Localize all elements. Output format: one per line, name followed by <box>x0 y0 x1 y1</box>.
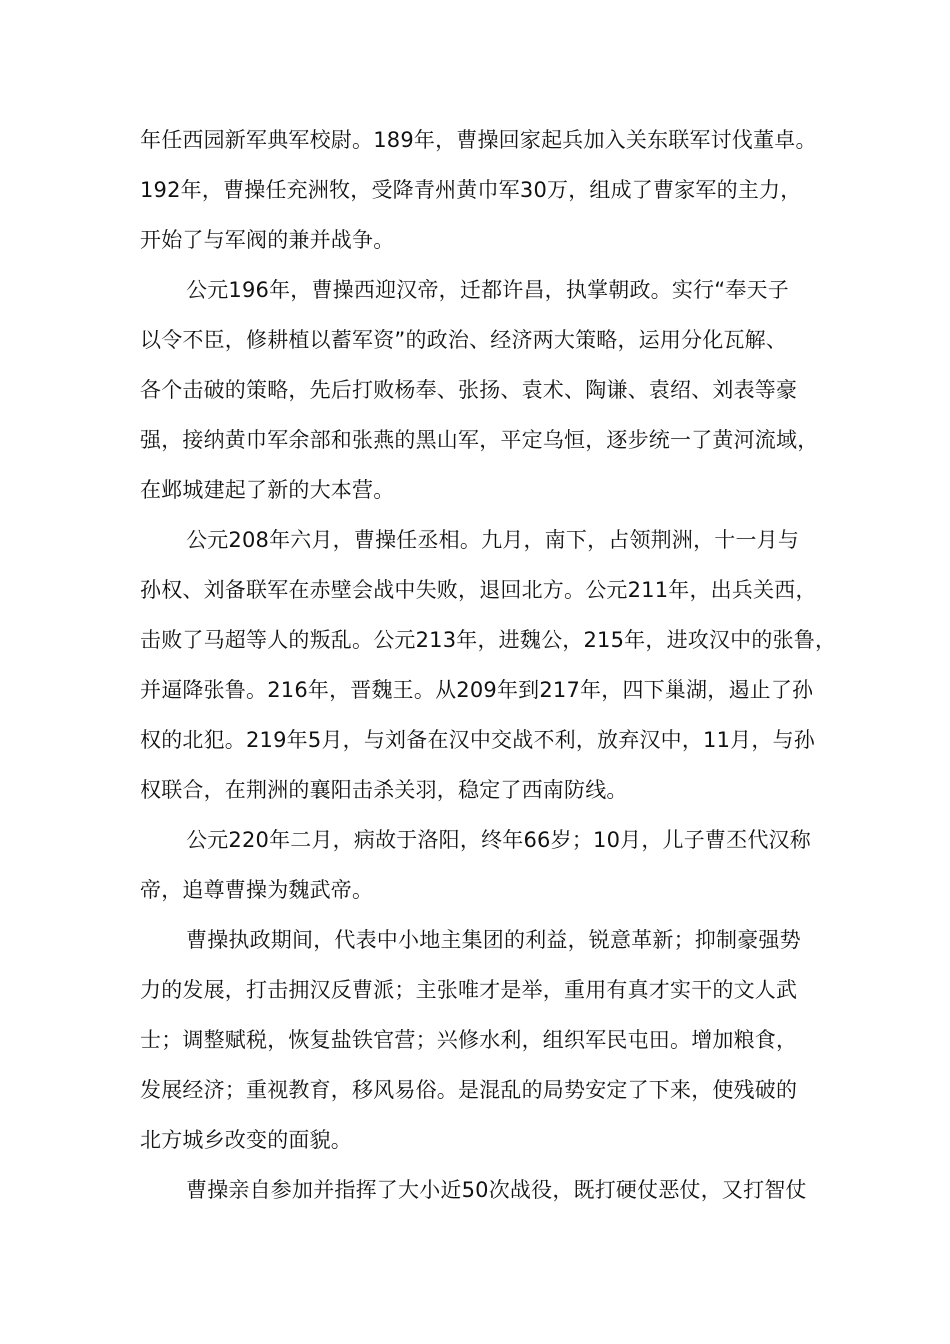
text-line-15: 公元220年二月，病故于洛阳，终年66岁；10月，儿子曹丕代汉称 <box>186 828 811 852</box>
text-line-3: 开始了与军阀的兼并战争。 <box>140 228 395 252</box>
text-line-21: 北方城乡改变的面貌。 <box>140 1128 352 1152</box>
text-line-8: 在邺城建起了新的大本营。 <box>140 478 395 502</box>
text-line-18: 力的发展，打击拥汉反曹派；主张唯才是举，重用有真才实干的文人武 <box>140 978 798 1002</box>
text-line-5: 以令不臣，修耕植以蓄军资”的政治、经济两大策略，运用分化瓦解、 <box>140 328 788 352</box>
text-line-11: 击败了马超等人的叛乱。公元213年，进魏公，215年，进攻汉中的张鲁， <box>140 628 837 652</box>
text-line-12: 并逼降张鲁。216年，晋魏王。从209年到217年，四下巢湖，遏止了孙 <box>140 678 814 702</box>
text-line-14: 权联合，在荆洲的襄阳击杀关羽，稳定了西南防线。 <box>140 778 628 802</box>
text-line-20: 发展经济；重视教育，移风易俗。是混乱的局势安定了下来，使残破的 <box>140 1078 798 1102</box>
text-line-17: 曹操执政期间，代表中小地主集团的利益，锐意革新；抑制豪强势 <box>186 928 801 952</box>
text-line-9: 公元208年六月，曹操任丞相。九月，南下，占领荆洲，十一月与 <box>186 528 800 552</box>
text-line-7: 强，接纳黄巾军余部和张燕的黑山军，平定乌恒，逐步统一了黄河流域， <box>140 428 819 452</box>
text-line-22: 曹操亲自参加并指挥了大小近50次战役，既打硬仗恶仗，又打智仗 <box>186 1178 807 1202</box>
text-line-13: 权的北犯。219年5月，与刘备在汉中交战不利，放弃汉中，11月，与孙 <box>140 728 815 752</box>
text-line-1: 年任西园新军典军校尉。189年，曹操回家起兵加入关东联军讨伐董卓。 <box>140 128 817 152</box>
text-line-16: 帝，追尊曹操为魏武帝。 <box>140 878 374 902</box>
text-line-4: 公元196年，曹操西迎汉帝，迁都许昌，执掌朝政。实行“奉天子 <box>186 278 789 302</box>
text-line-6: 各个击破的策略，先后打败杨奉、张扬、袁术、陶谦、袁绍、刘表等豪 <box>140 378 798 402</box>
text-line-19: 士；调整赋税，恢复盐铁官营；兴修水利，组织军民屯田。增加粮食， <box>140 1028 798 1052</box>
text-line-2: 192年，曹操任充洲牧，受降青州黄巾军30万，组成了曹家军的主力， <box>140 178 802 202</box>
text-line-10: 孙权、刘备联军在赤壁会战中失败，退回北方。公元211年，出兵关西， <box>140 578 817 602</box>
